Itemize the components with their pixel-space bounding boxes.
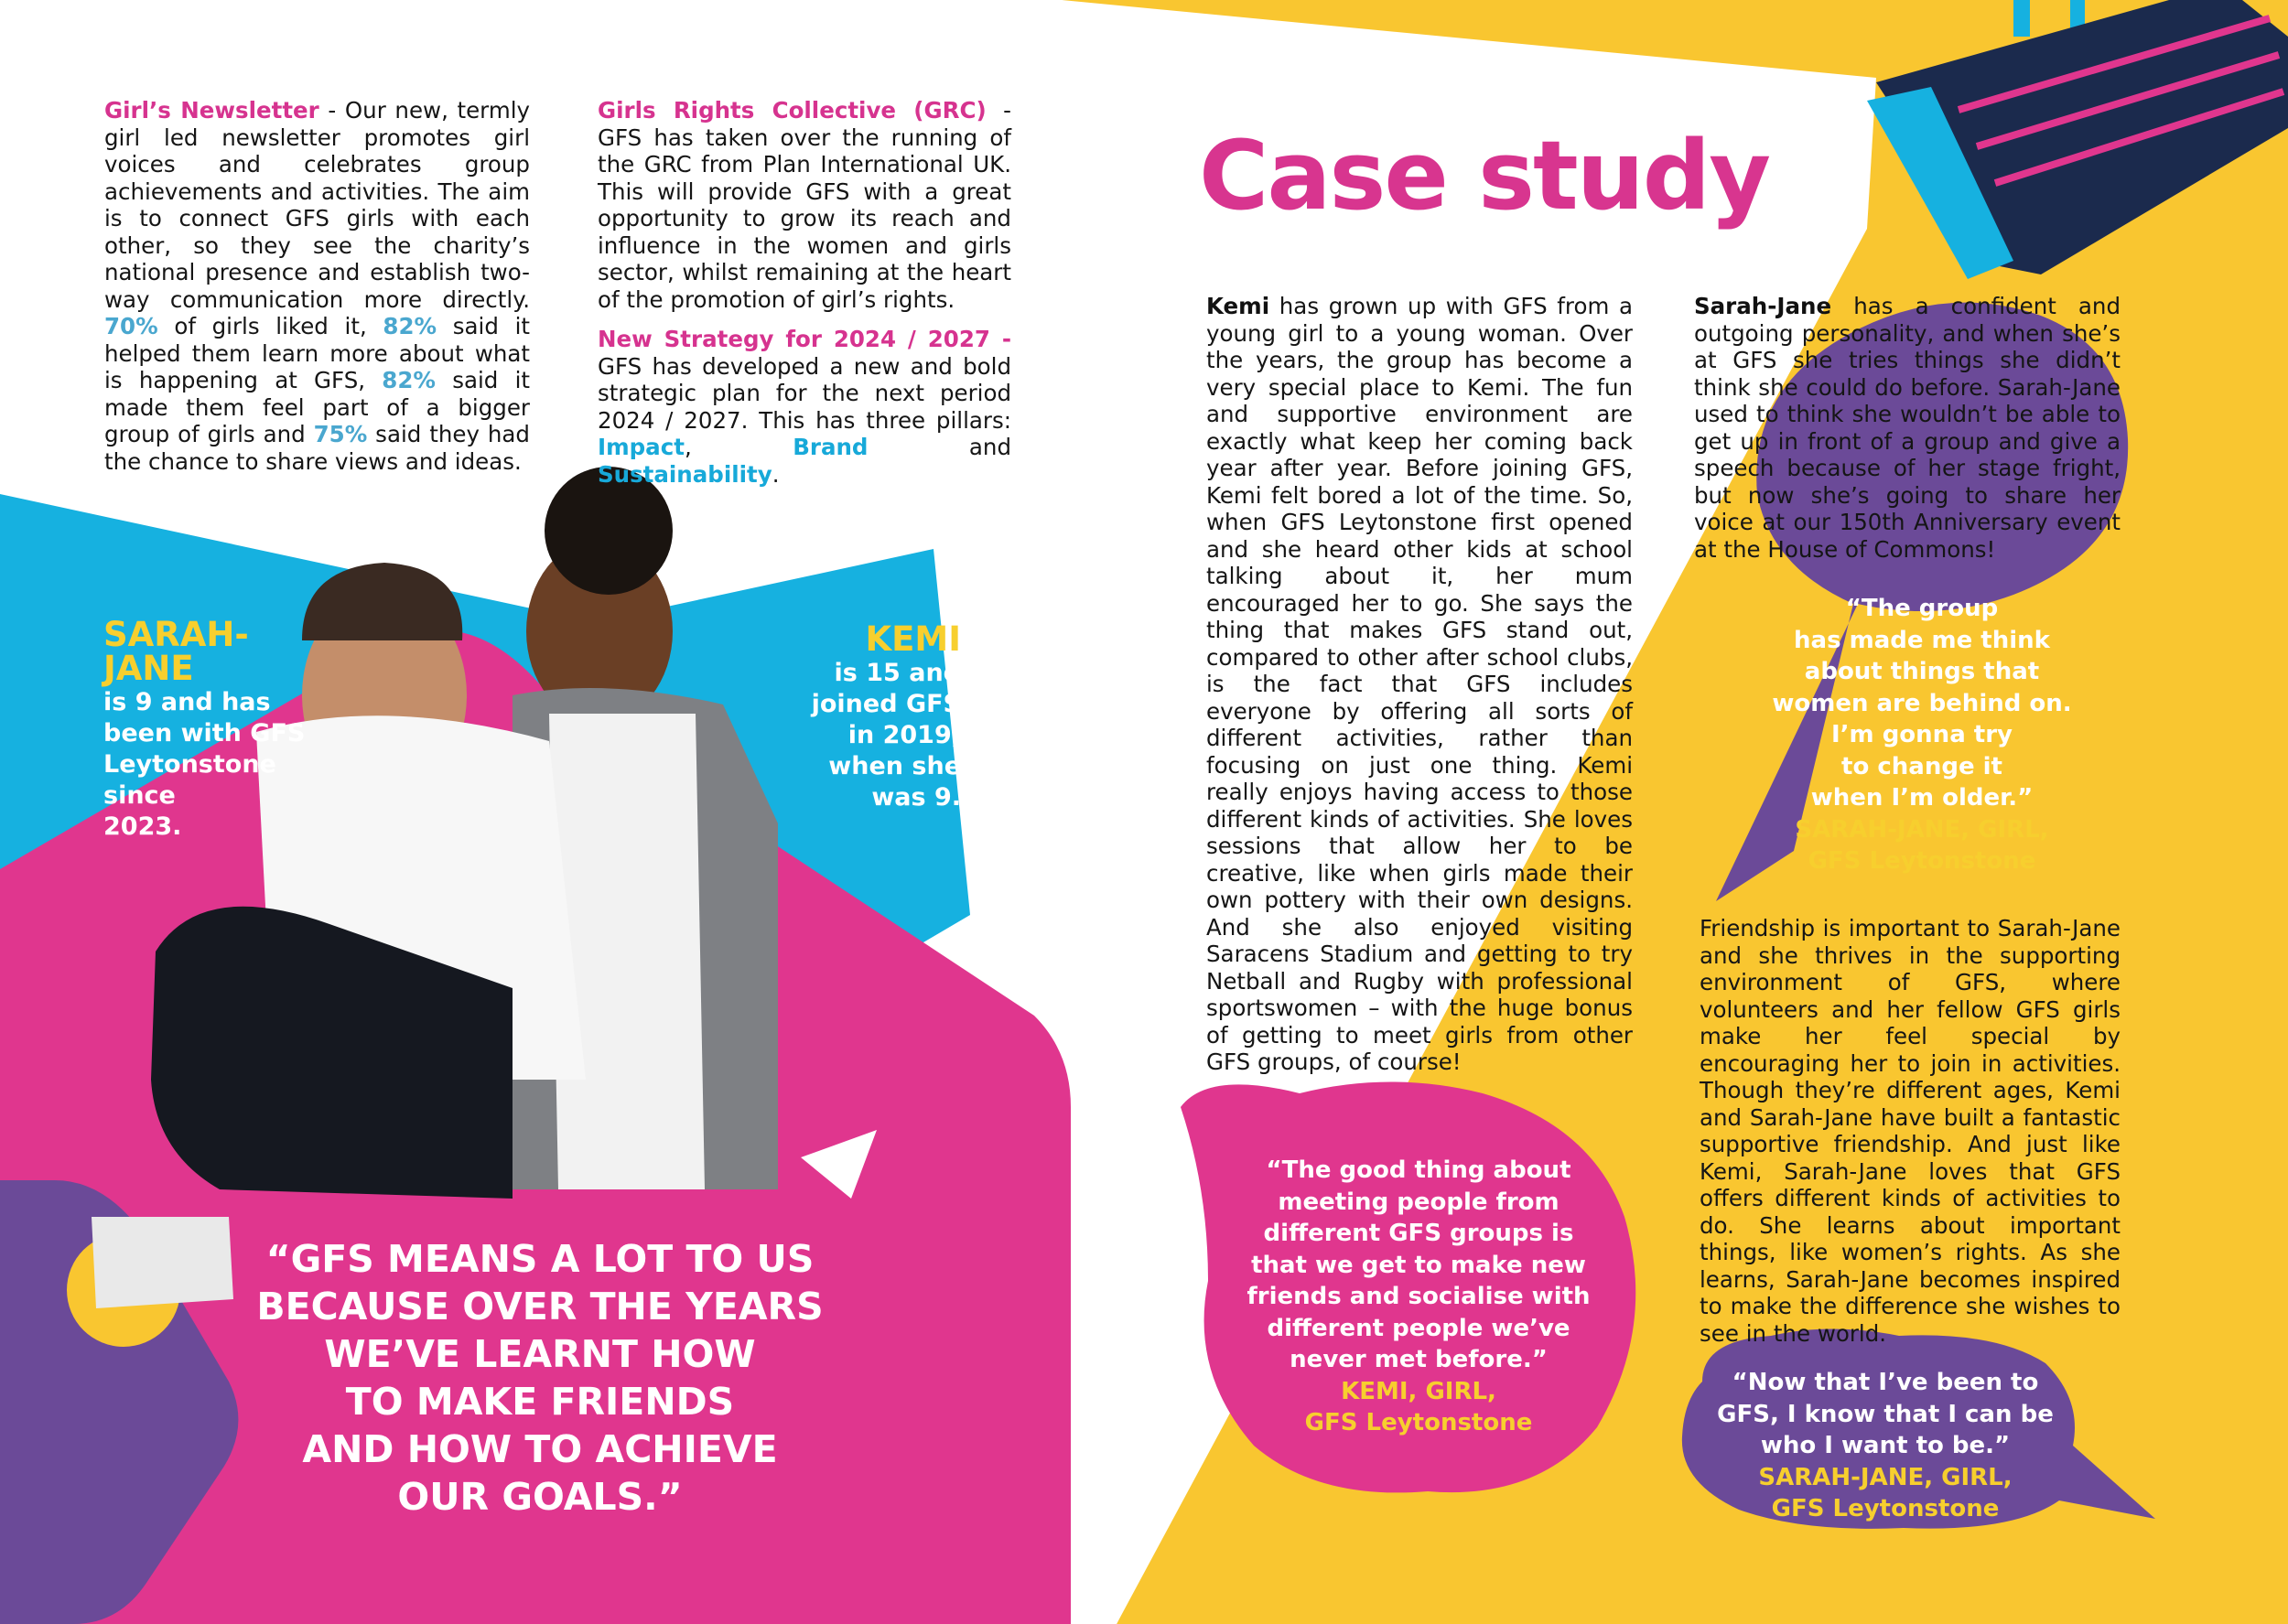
sarah-story — [1694, 293, 2121, 575]
quote-bubble-sarah-1 — [1766, 593, 2078, 877]
newsletter-text: said they had the chance to share views and ideas. — [104, 421, 530, 475]
bubble-line: “The group — [1845, 595, 1999, 622]
bubble-attribution: GFS Leytonstone — [1304, 1409, 1533, 1436]
caption-line: joined GFS — [811, 690, 961, 718]
caption-line: Leytonstone — [103, 750, 276, 779]
sarah-text: has a confident and outgoing personality, and when she’s at GFS she tries things she didn’t think she could do before. Sarah-Jane used to think she wouldn’t be able to get up in front of a group and give a speech because of her stage fright, but now she’s going to share her voice at our 150th Anniversary event at the House of Commons! — [1694, 293, 2121, 563]
quote-line: “GFS MEANS A LOT TO US — [265, 1237, 815, 1281]
bubble-attribution: SARAH-JANE, GIRL, — [1795, 815, 2049, 844]
bubble-line: “Now that I’ve been to — [1732, 1369, 2039, 1396]
pillar-impact: Impact — [598, 434, 685, 460]
pillar-separator: , — [684, 434, 793, 460]
caption-line: is 9 and has — [103, 688, 271, 716]
quote-line: WE’VE LEARNT HOW — [324, 1332, 756, 1376]
bubble-line: different GFS groups is — [1263, 1220, 1574, 1247]
quote-line: BECAUSE OVER THE YEARS — [256, 1285, 824, 1328]
strategy-paragraph — [598, 326, 1011, 488]
bubble-line: that we get to make new — [1251, 1251, 1586, 1279]
bubble-line: I’m gonna try — [1831, 721, 2013, 748]
caption-line: was 9. — [871, 783, 961, 812]
quote-line: AND HOW TO ACHIEVE — [302, 1427, 778, 1471]
newsletter-text: said it helped them learn more about what is happening at GFS, — [104, 313, 530, 393]
grc-title: Girls Rights Collective (GRC) — [598, 97, 987, 124]
quote-bubble-sarah-2 — [1702, 1367, 2068, 1525]
stat-82b: 82% — [382, 367, 436, 393]
kemi-text: has grown up with GFS from a young girl to a young woman. Over the years, the group has become a very special place to Kemi. The fun and supportive environment are exactly what keep her coming back year after year. Before joining GFS, Kemi felt bored a lot of the time. So, when GFS Leytonstone first opened and she heard other kids at school talking about it, her mum encouraged her to go. She says the thing that makes GFS stand out, compared to other after school clubs, is the fact that GFS includes everyone by offering all sorts of different activities, rather than focusing on just one thing. Kemi really enjoys having access to those different kinds of activities. She loves sessions that allow her to be creative, like when girls made their own pottery with their own designs. And she also enjoyed visiting Saracens Stadium and getting to try Netball and Rugby with professional sportswomen – with the huge bonus of getting to meet girls from other GFS groups, of course! — [1206, 293, 1633, 1075]
grc-strategy-column — [598, 97, 1011, 500]
friendship-text: Friendship is important to Sarah-Jane and she thrives in the supporting environment of GFS, where volunteers and her fellow GFS girls make her feel special by encouraging her to join in activities. Though they’re different ages, Kemi and Sarah-Jane have built a fantastic supportive friendship. And just like Kemi, Sarah-Jane loves that GFS offers different kinds of activities to do. She learns about important things, like women’s rights. As she learns, Sarah-Jane becomes inspired to make the difference she wishes to see in the world. — [1700, 915, 2121, 1347]
newsletter-title: Girl’s Newsletter — [104, 97, 319, 124]
bubble-line: meeting people from — [1278, 1188, 1560, 1216]
bubble-line: has made me think — [1794, 626, 2050, 654]
bubble-attribution: KEMI, GIRL, — [1341, 1377, 1496, 1405]
bubble-line: who I want to be.” — [1760, 1432, 2011, 1459]
bubble-line: “The good thing about — [1266, 1156, 1571, 1184]
bubble-line: women are behind on. — [1772, 689, 2072, 717]
main-quote — [220, 1235, 860, 1521]
caption-line: in 2019, — [847, 721, 961, 749]
bubble-line: to change it — [1841, 752, 2002, 780]
bubble-attribution: GFS Leytonstone — [1808, 847, 2036, 875]
caption-line: since — [103, 781, 176, 810]
newsletter-text: of girls liked it, — [157, 313, 383, 339]
caption-name: SARAH- — [103, 615, 249, 654]
grc-paragraph — [598, 97, 1011, 313]
caption-line: is 15 and — [834, 659, 961, 687]
caption-name: JANE — [103, 649, 194, 688]
bubble-attribution: GFS Leytonstone — [1771, 1495, 2000, 1522]
caption-line: been with GFS — [103, 719, 306, 747]
caption-line: 2023. — [103, 812, 182, 841]
friendship-paragraph — [1700, 915, 2121, 1360]
bubble-attribution: SARAH-JANE, GIRL, — [1758, 1463, 2013, 1491]
bubble-line: different people we’ve — [1267, 1314, 1570, 1342]
newsletter-text: - Our new, termly girl led newsletter promotes girl voices and celebrates group achievements and activities. The aim is to connect GFS girls with each other, so they see the charity’s national presence and establish two-way communication more directly. — [104, 97, 530, 313]
newsletter-paragraph — [104, 97, 530, 488]
bubble-line: when I’m older.” — [1810, 784, 2034, 812]
kemi-story — [1206, 293, 1633, 1089]
stat-70: 70% — [104, 313, 158, 339]
bubble-line: about things that — [1804, 658, 2040, 685]
bubble-line: GFS, I know that I can be — [1717, 1400, 2054, 1428]
page-title: Case study — [1199, 120, 1770, 231]
quote-line: OUR GOALS.” — [397, 1475, 683, 1519]
quote-bubble-kemi — [1226, 1155, 1611, 1439]
pillar-brand: Brand — [793, 434, 869, 460]
newsletter-text: said it made them feel part of a bigger group of girls and — [104, 367, 530, 447]
bubble-line: never met before.” — [1290, 1346, 1548, 1373]
strategy-title: New Strategy for 2024 / 2027 - — [598, 326, 1011, 352]
quote-line: TO MAKE FRIENDS — [345, 1380, 735, 1424]
grc-text: - GFS has taken over the running of the GRC from Plan International UK. This will provide GFS with a great opportunity to grow its reach and influence in the women and girls sector, whilst remaining at the heart of the promotion of girl’s rights. — [598, 97, 1011, 313]
kemi-name: Kemi — [1206, 293, 1270, 319]
pillar-sustainability: Sustainability — [598, 460, 772, 488]
sarah-name: Sarah-Jane — [1694, 293, 1832, 319]
pillar-end: . — [772, 460, 780, 488]
strategy-text: GFS has developed a new and bold strategic plan for the next period 2024 / 2027. This has three pillars: — [598, 352, 1011, 434]
stat-82a: 82% — [383, 313, 437, 339]
kemi-caption — [769, 619, 961, 813]
pillar-separator: and — [868, 434, 1011, 460]
bubble-line: friends and socialise with — [1247, 1283, 1591, 1310]
caption-name: KEMI — [865, 619, 961, 659]
caption-line: when she — [828, 752, 961, 780]
stat-75: 75% — [313, 421, 368, 447]
sarah-jane-caption — [103, 615, 306, 843]
